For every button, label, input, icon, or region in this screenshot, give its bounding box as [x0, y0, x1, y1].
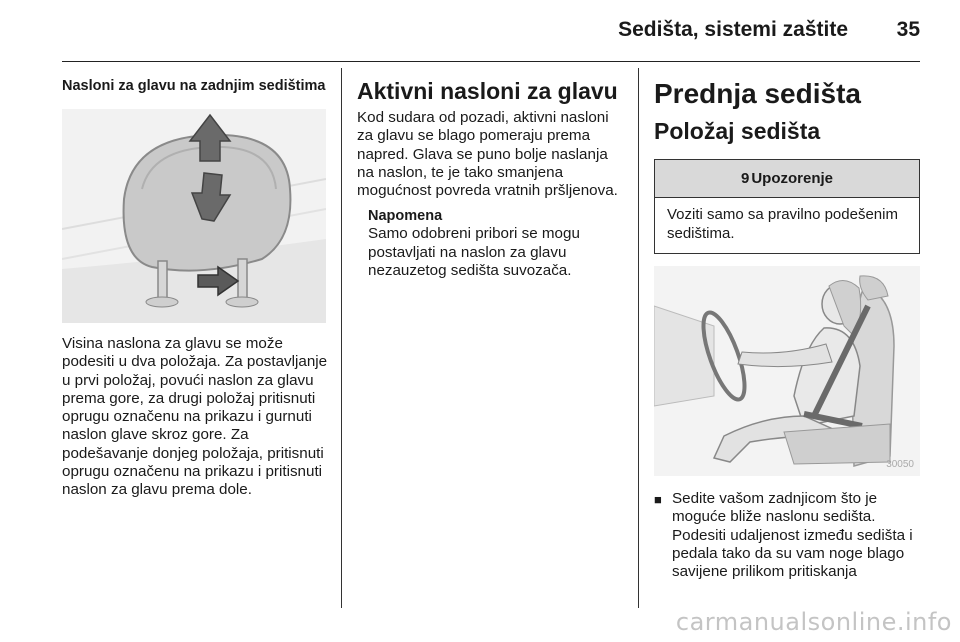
column-divider-1 [341, 68, 342, 608]
warning-header [655, 160, 919, 198]
rear-headrest-instructions: Visina naslona za glavu se može podesiti u dva položaja. Za postavljanje u prvi položaj, povući naslon za glavu prema gore, za drugi položaj pritisnuti oprugu označenu na prikazu i gurnuti naslon glave skroz gore. Za podešavanje donjeg položaja, pritisnuti oprugu označenu na prikazu i pritisnuti naslon za glavu prema dole. [62, 335, 328, 499]
warning-box [654, 159, 920, 254]
note-title: Napomena [368, 208, 443, 225]
page-header [62, 16, 920, 60]
note-text: Samo odobreni pribori se mogu postavljati na naslon za glavu nezauzetog sedišta suvozača. [368, 225, 580, 280]
page-title: Sedišta, sistemi zaštite [618, 18, 848, 41]
right-column [654, 78, 920, 581]
left-column [62, 78, 328, 500]
active-headrest-heading: Aktivni nasloni za glavu [357, 78, 618, 104]
middle-column [357, 78, 627, 280]
seat-position-subheading: Položaj sedišta [654, 118, 821, 144]
headrest-illustration [62, 109, 326, 323]
front-seats-heading: Prednja sedišta [654, 78, 861, 109]
bullet-icon: ■ [654, 492, 662, 507]
figure-code: 30050 [886, 459, 914, 470]
watermark: carmanualsonline.info [675, 608, 952, 636]
warning-title: Upozorenje [751, 170, 834, 187]
column-divider-2 [638, 68, 639, 608]
note-block [368, 208, 627, 280]
warning-icon: 9 [740, 170, 750, 187]
warning-text: Voziti samo sa pravilno podešenim sedištima. [667, 206, 898, 242]
seating-instruction-item [654, 490, 920, 581]
rear-headrest-subheading: Nasloni za glavu na zadnjim sedištima [62, 78, 326, 94]
header-rule [62, 61, 920, 62]
seat-position-illustration [654, 266, 920, 476]
active-headrest-text: Kod sudara od pozadi, aktivni nasloni za glavu se blago pomeraju prema napred. Glava se puno bolje naslanja na naslon, te je tako smanjena mogućnost povreda vratnih pršljenova. [357, 109, 618, 200]
seating-instruction-text: Sedite vašom zadnjicom što je moguće bliže naslonu sedišta. Podesiti udaljenost između sedišta i pedala tako da su vam noge blago savijene prilikom pritiskanja [672, 490, 913, 581]
page-number: 35 [896, 18, 920, 41]
